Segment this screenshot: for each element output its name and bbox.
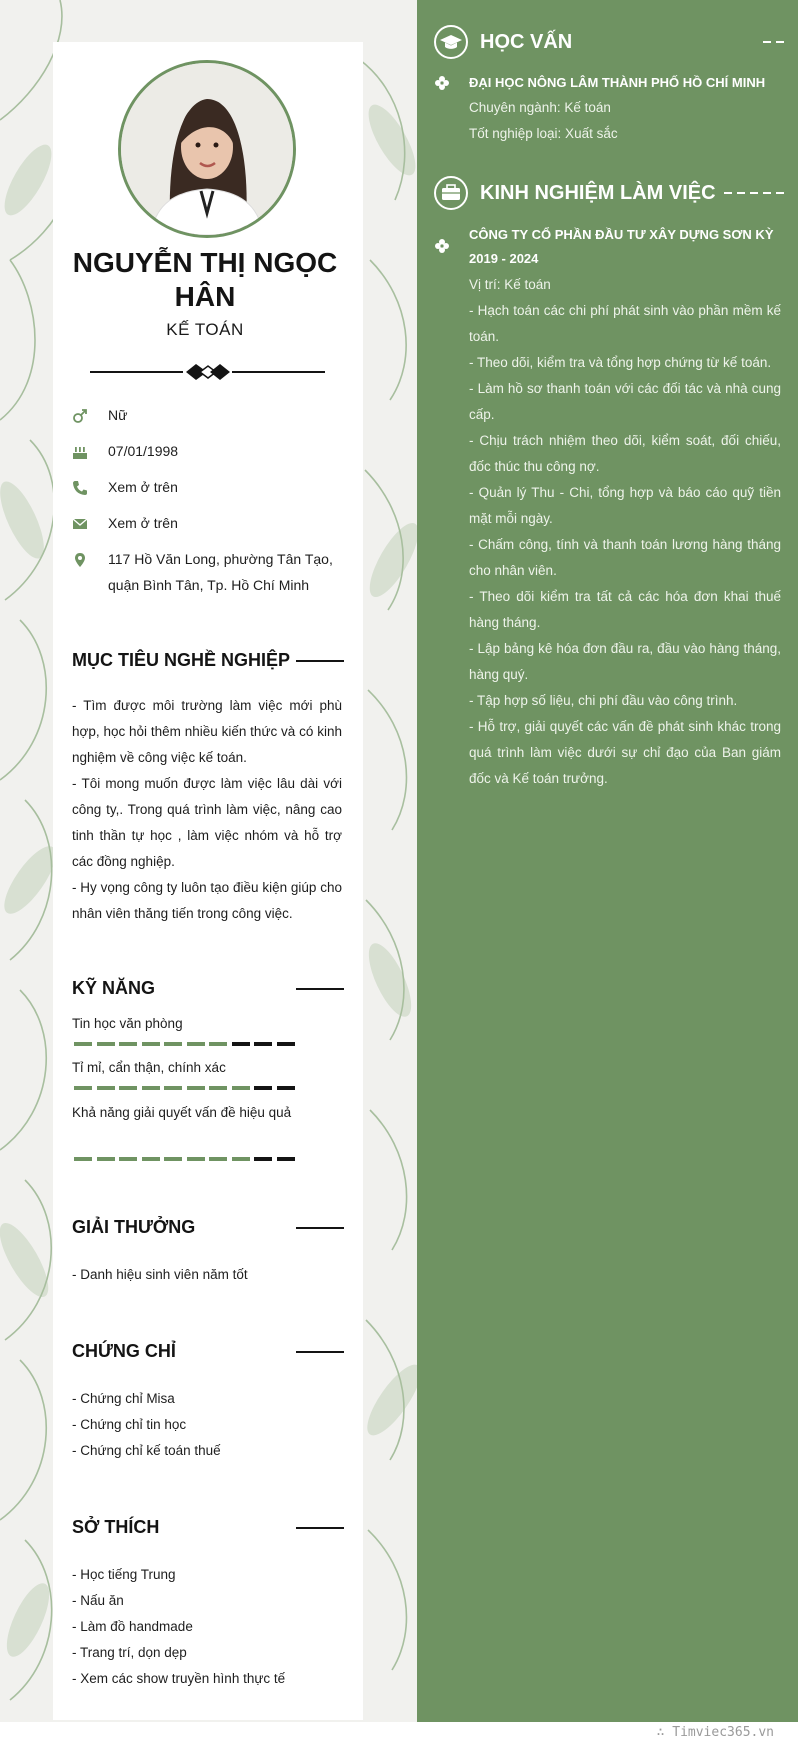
logo-icon: ∴ xyxy=(656,1725,673,1740)
skill-name: Khả năng giải quyết vấn đề hiệu quả xyxy=(72,1105,292,1120)
skill-segment-filled xyxy=(164,1086,182,1090)
heading-rule xyxy=(296,1527,344,1529)
skill-segment-empty xyxy=(254,1157,272,1161)
info-phone xyxy=(72,474,342,500)
skill-name: Tỉ mỉ, cẩn thận, chính xác xyxy=(72,1060,226,1075)
duty-item: - Hạch toán các chi phí phát sinh vào phần mềm kế toán. xyxy=(469,303,781,344)
skill-segment-filled xyxy=(187,1042,205,1046)
skill-segment-empty xyxy=(277,1042,295,1046)
heading-dashes xyxy=(719,192,784,194)
heading-rule xyxy=(296,1351,344,1353)
hobby-item: - Nấu ăn xyxy=(72,1593,124,1608)
skill-segment-filled xyxy=(74,1086,92,1090)
full-name: NGUYỄN THỊ NGỌC HÂN xyxy=(72,247,338,312)
education-badge xyxy=(434,25,468,59)
skill-segment-filled xyxy=(119,1157,137,1161)
envelope-icon xyxy=(72,516,88,532)
objective-text xyxy=(72,693,342,927)
briefcase-icon xyxy=(436,178,466,208)
skill-segment-filled xyxy=(209,1157,227,1161)
education-grade: Tốt nghiệp loại: Xuất sắc xyxy=(469,126,618,141)
flower-bullet-icon xyxy=(434,238,450,254)
awards-list xyxy=(72,1262,342,1288)
skill-segment-filled xyxy=(232,1086,250,1090)
awards-heading xyxy=(72,1214,344,1240)
experience-heading-label: KINH NGHIỆM LÀM VIỆC xyxy=(480,182,716,204)
skill-segment-filled xyxy=(74,1042,92,1046)
heading-rule xyxy=(296,660,344,662)
heading-dashes xyxy=(758,41,784,43)
info-address xyxy=(72,546,342,598)
job-title: KẾ TOÁN xyxy=(166,320,244,339)
heading-rule xyxy=(296,988,344,990)
experience-heading xyxy=(434,176,784,212)
avatar xyxy=(118,60,296,238)
education-major: Chuyên ngành: Kế toán xyxy=(469,100,611,115)
skill-segment-filled xyxy=(209,1042,227,1046)
duty-item: - Chịu trách nhiệm theo dõi, kiểm soát, đối chiếu, đốc thúc thu công nợ. xyxy=(469,433,781,474)
duty-item: - Lập bảng kê hóa đơn đầu ra, đầu vào hàng tháng, hàng quý. xyxy=(469,641,781,682)
skill-segment-empty xyxy=(254,1086,272,1090)
phone-value: Xem ở trên xyxy=(108,479,178,495)
certificates-heading xyxy=(72,1338,344,1364)
hobbies-list xyxy=(72,1562,342,1692)
map-pin-icon xyxy=(72,552,88,568)
skill-segment-filled xyxy=(97,1157,115,1161)
skill-segment-empty xyxy=(277,1086,295,1090)
email-value: Xem ở trên xyxy=(108,515,178,531)
skill-level-bar xyxy=(74,1157,299,1161)
skill-segment-empty xyxy=(232,1042,250,1046)
hobbies-heading-label: SỞ THÍCH xyxy=(72,1517,160,1537)
skill-segment-empty xyxy=(277,1157,295,1161)
hobby-item: - Xem các show truyền hình thực tế xyxy=(72,1671,286,1686)
employment-period: 2019 - 2024 xyxy=(469,251,539,266)
objective-paragraph: - Tôi mong muốn được làm việc lâu dài với công ty,. Trong quá trình làm việc, nâng cao tinh thần tự học , làm việc nhóm và hỗ trợ các đồng nghiệp. xyxy=(72,776,342,869)
hobby-item: - Học tiếng Trung xyxy=(72,1567,176,1582)
skill-segment-filled xyxy=(164,1042,182,1046)
skill-segment-filled xyxy=(119,1086,137,1090)
skill-segment-filled xyxy=(209,1086,227,1090)
skill-segment-filled xyxy=(232,1157,250,1161)
duty-item: - Tập hợp số liệu, chi phí đầu vào công trình. xyxy=(469,693,738,708)
watermark-text: Timviec365.vn xyxy=(672,1725,774,1740)
skill-segment-filled xyxy=(187,1157,205,1161)
info-email xyxy=(72,510,342,536)
duty-item: - Hỗ trợ, giải quyết các vấn đề phát sinh khác trong quá trình làm việc dưới sự chỉ đạo của Ban giám đốc và Kế toán trưởng. xyxy=(469,719,781,786)
skills-heading-label: KỸ NĂNG xyxy=(72,978,156,998)
skill-segment-filled xyxy=(97,1086,115,1090)
certificates-heading-label: CHỨNG CHỈ xyxy=(72,1341,176,1361)
certificate-item: - Chứng chỉ kế toán thuế xyxy=(72,1443,221,1458)
job-duties xyxy=(469,298,781,792)
certificate-item: - Chứng chỉ Misa xyxy=(72,1391,175,1406)
info-birthday xyxy=(72,438,342,464)
skill-segment-filled xyxy=(142,1157,160,1161)
objective-paragraph: - Hy vọng công ty luôn tạo điều kiện giúp cho nhân viên thăng tiến trong công việc. xyxy=(72,880,342,921)
graduation-cap-icon xyxy=(436,27,466,57)
skill-segment-empty xyxy=(254,1042,272,1046)
education-heading xyxy=(434,25,784,61)
duty-item: - Làm hồ sơ thanh toán với các đối tác và nhà cung cấp. xyxy=(469,381,781,422)
hobbies-heading xyxy=(72,1514,344,1540)
gender-value: Nữ xyxy=(108,407,128,423)
objective-heading-label: MỤC TIÊU NGHỀ NGHIỆP xyxy=(72,650,291,670)
person-photo-icon xyxy=(121,63,293,235)
duty-item: - Theo dõi kiểm tra tất cả các hóa đơn khai thuế hàng tháng. xyxy=(469,589,781,630)
phone-icon xyxy=(72,480,88,496)
duty-item: - Chấm công, tính và thanh toán lương hàng tháng cho nhân viên. xyxy=(469,537,781,578)
heading-rule xyxy=(296,1227,344,1229)
hobby-item: - Làm đồ handmade xyxy=(72,1619,193,1634)
skills-heading xyxy=(72,975,344,1001)
company-name: CÔNG TY CỔ PHẦN ĐẦU TƯ XÂY DỰNG SƠN KỲ xyxy=(469,227,774,242)
hobby-item: - Trang trí, dọn dẹp xyxy=(72,1645,187,1660)
skill-level-bar xyxy=(74,1086,299,1090)
address-value: 117 Hồ Văn Long, phường Tân Tạo, quận Bình Tân, Tp. Hồ Chí Minh xyxy=(108,551,333,593)
gender-icon xyxy=(72,408,88,424)
experience-badge xyxy=(434,176,468,210)
skill-segment-filled xyxy=(97,1042,115,1046)
duty-item: - Theo dõi, kiểm tra và tổng hợp chứng từ kế toán. xyxy=(469,355,772,370)
duty-item: - Quản lý Thu - Chi, tổng hợp và báo cáo quỹ tiền mặt mỗi ngày. xyxy=(469,485,781,526)
skill-segment-filled xyxy=(142,1086,160,1090)
skill-segment-filled xyxy=(119,1042,137,1046)
objective-paragraph: - Tìm được môi trường làm việc mới phù hợp, học hỏi thêm nhiều kiến thức và có kinh nghiệm về công việc kế toán. xyxy=(72,698,342,765)
school-name: ĐẠI HỌC NÔNG LÂM THÀNH PHỐ HỒ CHÍ MINH xyxy=(469,75,766,90)
certificates-list xyxy=(72,1386,342,1464)
watermark xyxy=(657,1722,774,1743)
info-gender xyxy=(72,402,342,428)
skill-segment-filled xyxy=(187,1086,205,1090)
skill-segment-filled xyxy=(74,1157,92,1161)
flower-bullet-icon xyxy=(434,75,450,91)
certificate-item: - Chứng chỉ tin học xyxy=(72,1417,187,1432)
job-position: Vị trí: Kế toán xyxy=(469,277,551,292)
skill-segment-filled xyxy=(164,1157,182,1161)
skill-segment-filled xyxy=(142,1042,160,1046)
awards-heading-label: GIẢI THƯỞNG xyxy=(72,1217,196,1237)
education-heading-label: HỌC VẤN xyxy=(480,31,573,53)
award-item: - Danh hiệu sinh viên năm tốt xyxy=(72,1267,248,1282)
skill-level-bar xyxy=(74,1042,299,1046)
birthday-cake-icon xyxy=(72,444,88,460)
birthday-value: 07/01/1998 xyxy=(108,443,179,459)
objective-heading xyxy=(72,647,344,673)
skill-name: Tin học văn phòng xyxy=(72,1016,183,1031)
ornament-divider-icon xyxy=(90,362,325,382)
